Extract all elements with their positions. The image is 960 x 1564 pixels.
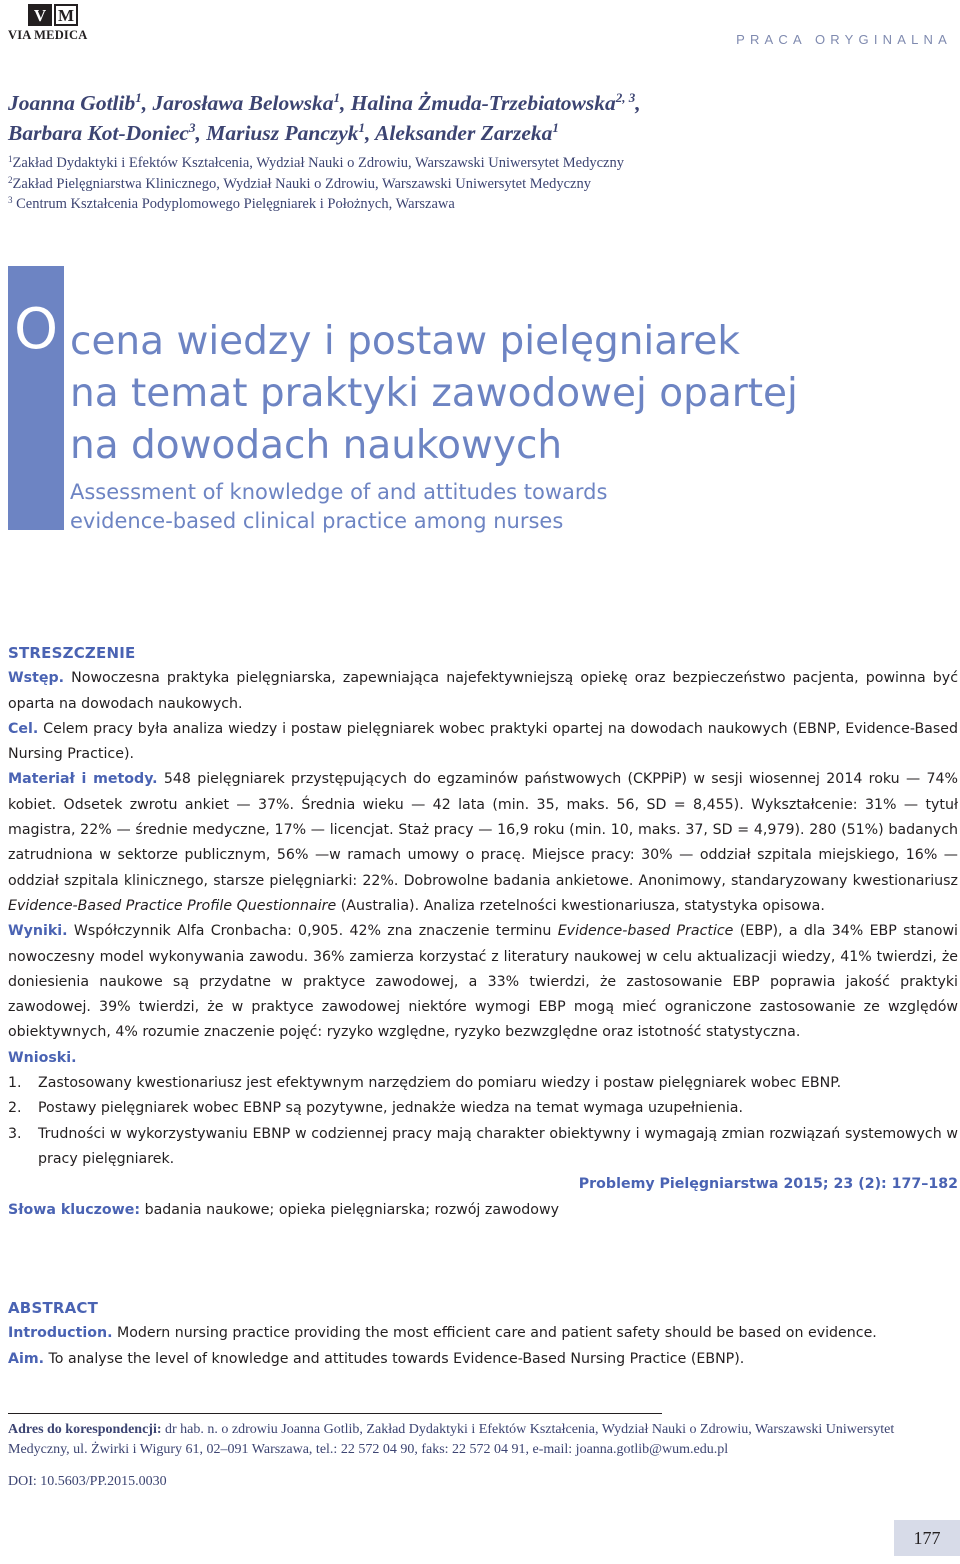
wstep-text: Nowoczesna praktyka pielęgniarska, zapewniająca najefektywniejszą opiekę oraz bezpieczeństwo pacjenta, powinna być oparta na dowodach naukowych.: [8, 670, 958, 712]
abstract-section: [8, 1296, 958, 1372]
logo-text: VIA MEDICA: [8, 28, 88, 42]
wyniki-label: Wyniki.: [8, 923, 68, 940]
title-polish-line: na dowodach naukowych: [70, 423, 563, 468]
wnioski-item-1: [8, 1071, 958, 1096]
abstract-heading: ABSTRACT: [8, 1299, 99, 1317]
affiliation-number: 2: [8, 174, 13, 185]
wnioski-number: 1.: [8, 1075, 22, 1092]
title-english-line: Assessment of knowledge of and attitudes towards: [70, 480, 608, 504]
wyniki-text: Współczynnik Alfa Cronbacha: 0,905. 42% zna znaczenie terminu: [67, 923, 558, 940]
author-line-1: [8, 88, 948, 118]
material-label: Materiał i metody.: [8, 771, 158, 788]
author-name: Mariusz Panczyk: [206, 121, 359, 145]
logo-letter-v: V: [28, 4, 52, 26]
paragraph-aim: [8, 1347, 958, 1372]
paragraph-wyniki: [8, 919, 958, 1045]
author-name: Barbara Kot-Doniec: [8, 121, 189, 145]
aim-text: To analyse the level of knowledge and attitudes towards Evidence-Based Nursing Practice (EBNP).: [44, 1350, 745, 1367]
doi: DOI: 10.5603/PP.2015.0030: [8, 1474, 167, 1489]
introduction-text: Modern nursing practice providing the most efficient care and patient safety should be based on evidence.: [112, 1325, 877, 1342]
author-name: Joanna Gotlib: [8, 91, 136, 115]
journal-citation: Problemy Pielęgniarstwa 2015; 23 (2): 177–182: [578, 1176, 958, 1193]
author-separator: ,: [635, 91, 641, 115]
author-affil-sup: 1: [135, 90, 142, 105]
wnioski-label: Wnioski.: [8, 1049, 77, 1066]
streszczenie-heading: STRESZCZENIE: [8, 644, 136, 662]
title-english: [70, 478, 950, 536]
author-separator: ,: [340, 91, 351, 115]
footer-divider: [8, 1413, 662, 1414]
keywords-label: Słowa kluczowe:: [8, 1201, 141, 1218]
title-initial-letter: O: [13, 297, 59, 362]
affiliation-number: 1: [8, 154, 13, 164]
author-name: Jarosława Belowska: [152, 91, 334, 115]
title-polish-line: na temat praktyki zawodowej opartej: [70, 371, 798, 416]
introduction-label: Introduction.: [8, 1325, 113, 1342]
author-separator: ,: [195, 121, 207, 145]
affiliations: [8, 153, 624, 215]
logo-letter-m: M: [54, 4, 78, 26]
paragraph-cel: [8, 717, 958, 768]
authors: [8, 88, 948, 148]
affiliation-text: Zakład Pielęgniarstwa Klinicznego, Wydział Nauki o Zdrowiu, Warszawski Uniwersytet Medyczny: [12, 175, 591, 192]
author-name: Aleksander Zarzeka: [375, 121, 553, 145]
paragraph-material: [8, 767, 958, 919]
affiliation-3: [8, 194, 624, 215]
author-affil-sup: 1: [552, 120, 559, 135]
title-polish-line: cena wiedzy i postaw pielęgniarek: [70, 319, 740, 364]
affiliation-2: [8, 174, 624, 195]
material-text: 548 pielęgniarek przystępujących do egzaminów państwowych (CKPPiP) w sesji wiosennej 2014 roku — 74% kobiet. Odsetek zwrotu ankiet — 37%. Średnia wieku — 42 lata (min. 35, maks. 56, SD = 8,455). Wykształcenie: 31% — tytuł magistra, 22% — średnie medyczne, 17% — licencjat. Staż pracy — 16,9 roku (min. 10, maks. 37, SD = 4,979). 280 (51%) badanych zatrudniona w sektorze publicznym, 56% —w ramach umowy o pracę. Miejsce pracy: 30% — oddział szpitala miejskiego, 16% — oddział szpitala klinicznego, starsze pielęgniarki: 22%. Dobrowolne badania ankietowe. Anonimowy, standaryzowany kwestionariusz: [8, 771, 958, 889]
affiliation-text: Centrum Kształcenia Podyplomowego Pielęgniarek i Położnych, Warszawa: [12, 196, 455, 212]
author-affil-sup: 1: [333, 90, 340, 105]
section-label: PRACA ORYGINALNA: [736, 32, 952, 47]
affiliation-text: Zakład Dydaktyki i Efektów Kształcenia, Wydział Nauki o Zdrowiu, Warszawski Uniwersytet Medyczny: [12, 155, 624, 171]
page-number: 177: [894, 1520, 960, 1556]
cel-text: Celem pracy była analiza wiedzy i postaw pielęgniarek wobec praktyki opartej na dowodach naukowych (EBNP, Evidence-Based Nursing Practice).: [8, 720, 958, 763]
wyniki-text: (EBP), a dla 34% EBP stanowi nowoczesny model wykonywania zawodu. 36% zamierza korzystać z literatury naukowej w celu aktualizacji wiedzy, 41% twierdzi, że doniesienia naukowe są przydatne w praktyce zawodowej, a 33% twierdzi, że zastosowanie EBP poprawia jakość praktyki zawodowej. 39% twierdzi, że w praktyce zawodowej niektóre wymogi EBP mogą mieć ograniczone zastosowanie ze względów obiektywnych, 4% rozumie znaczenie pojęć: ryzyko względne, ryzyko bezwzględne oraz istotność statystyczna.: [8, 923, 958, 1041]
wnioski-text: Zastosowany kwestionariusz jest efektywnym narzędziem do pomiaru wiedzy i postaw pielęgniarek wobec EBNP.: [38, 1075, 842, 1092]
streszczenie-section: [8, 641, 958, 1223]
author-affil-sup: 1: [358, 120, 366, 135]
wstep-label: Wstęp.: [8, 670, 65, 687]
author-separator: ,: [365, 121, 375, 145]
aim-label: Aim.: [8, 1350, 45, 1367]
paragraph-wstep: [8, 666, 958, 717]
wnioski-text: Trudności w wykorzystywaniu EBNP w codziennej pracy mają charakter obiektywny i wymagają zmian rozwiązań systemowych w pracy pielęgniarek.: [38, 1125, 958, 1167]
correspondence-address: [8, 1420, 948, 1460]
author-affil-sup: 2, 3: [615, 90, 636, 105]
material-questionnaire-name: Evidence-Based Practice Profile Questionnaire: [8, 897, 337, 914]
author-line-2: [8, 118, 948, 148]
cel-label: Cel.: [8, 720, 39, 737]
wnioski-text: Postawy pielęgniarek wobec EBNP są pozytywne, jednakże wiedza na temat wymaga uzupełnienia.: [38, 1100, 743, 1117]
material-text: (Australia). Analiza rzetelności kwestionariusza, statystyka opisowa.: [336, 897, 825, 914]
keywords: [8, 1198, 958, 1223]
wnioski-number: 3.: [8, 1125, 22, 1142]
author-name: Halina Żmuda-Trzebiatowska: [350, 91, 616, 115]
wyniki-term: Evidence-based Practice: [557, 923, 734, 940]
author-affil-sup: 3: [188, 120, 196, 135]
author-separator: ,: [141, 91, 153, 115]
wnioski-number: 2.: [8, 1100, 22, 1117]
keywords-text: badania naukowe; opieka pielęgniarska; rozwój zawodowy: [140, 1201, 559, 1218]
wnioski-item-2: [8, 1096, 958, 1121]
title-polish: [70, 316, 950, 472]
affiliation-number: 3: [8, 195, 13, 205]
correspondence-text: dr hab. n. o zdrowiu Joanna Gotlib, Zakład Dydaktyki i Efektów Kształcenia, Wydział Nauki o Zdrowiu, Warszawski Uniwersytet Medyczny, ul. Żwirki i Wigury 61, 02–091 Warszawa, tel.: 22 572 04 90, faks: 22 572 04 91, e-mail: joanna.gotlib@wum.edu.pl: [8, 1422, 895, 1457]
title-english-line: evidence-based clinical practice among nurses: [70, 509, 564, 533]
paragraph-introduction: [8, 1321, 958, 1346]
wnioski-item-3: [8, 1122, 958, 1173]
publisher-logo: [8, 4, 100, 43]
correspondence-label: Adres do korespondencji:: [8, 1422, 162, 1437]
affiliation-1: [8, 153, 624, 174]
